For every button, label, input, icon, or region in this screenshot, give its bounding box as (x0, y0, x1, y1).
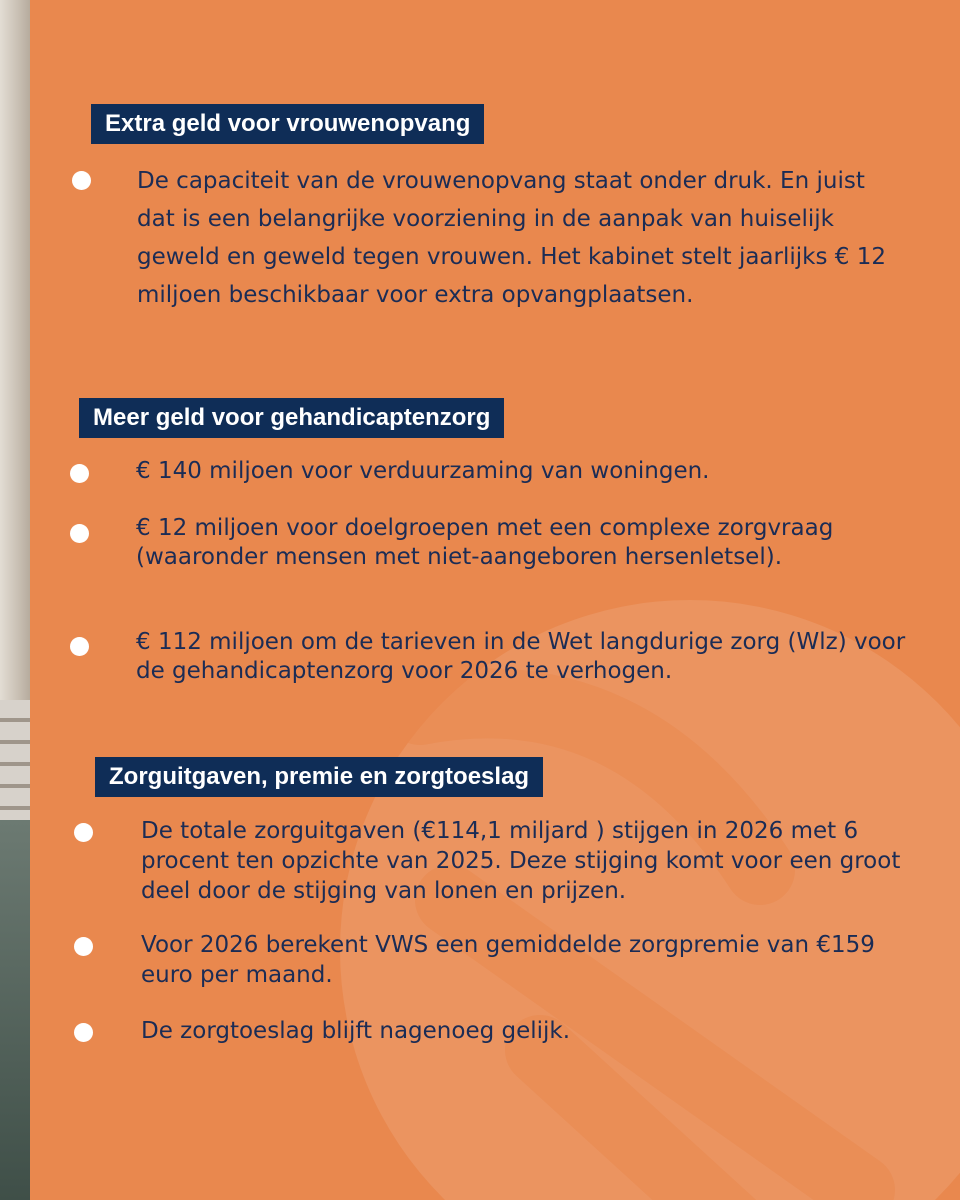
list-item: € 12 miljoen voor doelgroepen met een complexe zorgvraag (waaronder mensen met niet-aangeboren hersenletsel). (136, 515, 834, 570)
content-panel (30, 0, 960, 1200)
list-item: De zorgtoeslag blijft nagenoeg gelijk. (141, 1018, 571, 1044)
list-item: De totale zorguitgaven (€114,1 miljard ) stijgen in 2026 met 6 procent ten opzichte van 2025. Deze stijging komt voor een groot deel door de stijging van lonen en prijzen. (141, 818, 901, 904)
bullet-icon (70, 524, 89, 543)
bullet-icon (74, 937, 93, 956)
list-item: € 112 miljoen om de tarieven in de Wet langdurige zorg (Wlz) voor de gehandicaptenzorg voor 2026 te verhogen. (136, 629, 906, 684)
bullet-icon (72, 171, 91, 190)
list-item: Voor 2026 berekent VWS een gemiddelde zorgpremie van €159 euro per maand. (141, 932, 875, 988)
bullet-icon (74, 823, 93, 842)
section-title-gehandicaptenzorg: Meer geld voor gehandicaptenzorg (79, 398, 504, 438)
section-title-zorguitgaven: Zorguitgaven, premie en zorgtoeslag (95, 757, 543, 797)
bullet-icon (70, 464, 89, 483)
paragraph-vrouwenopvang: De capaciteit van de vrouwenopvang staat onder druk. En juist dat is een belangrijke voorziening in de aanpak van huiselijk geweld en geweld tegen vrouwen. Het kabinet stelt jaarlijks € 12 miljoen beschikbaar voor extra opvangplaatsen. (137, 168, 886, 308)
background-photo-strip (0, 0, 30, 1200)
bullet-icon (74, 1023, 93, 1042)
bullet-icon (70, 637, 89, 656)
section-title-vrouwenopvang: Extra geld voor vrouwenopvang (91, 104, 484, 144)
list-item: € 140 miljoen voor verduurzaming van woningen. (136, 458, 710, 484)
